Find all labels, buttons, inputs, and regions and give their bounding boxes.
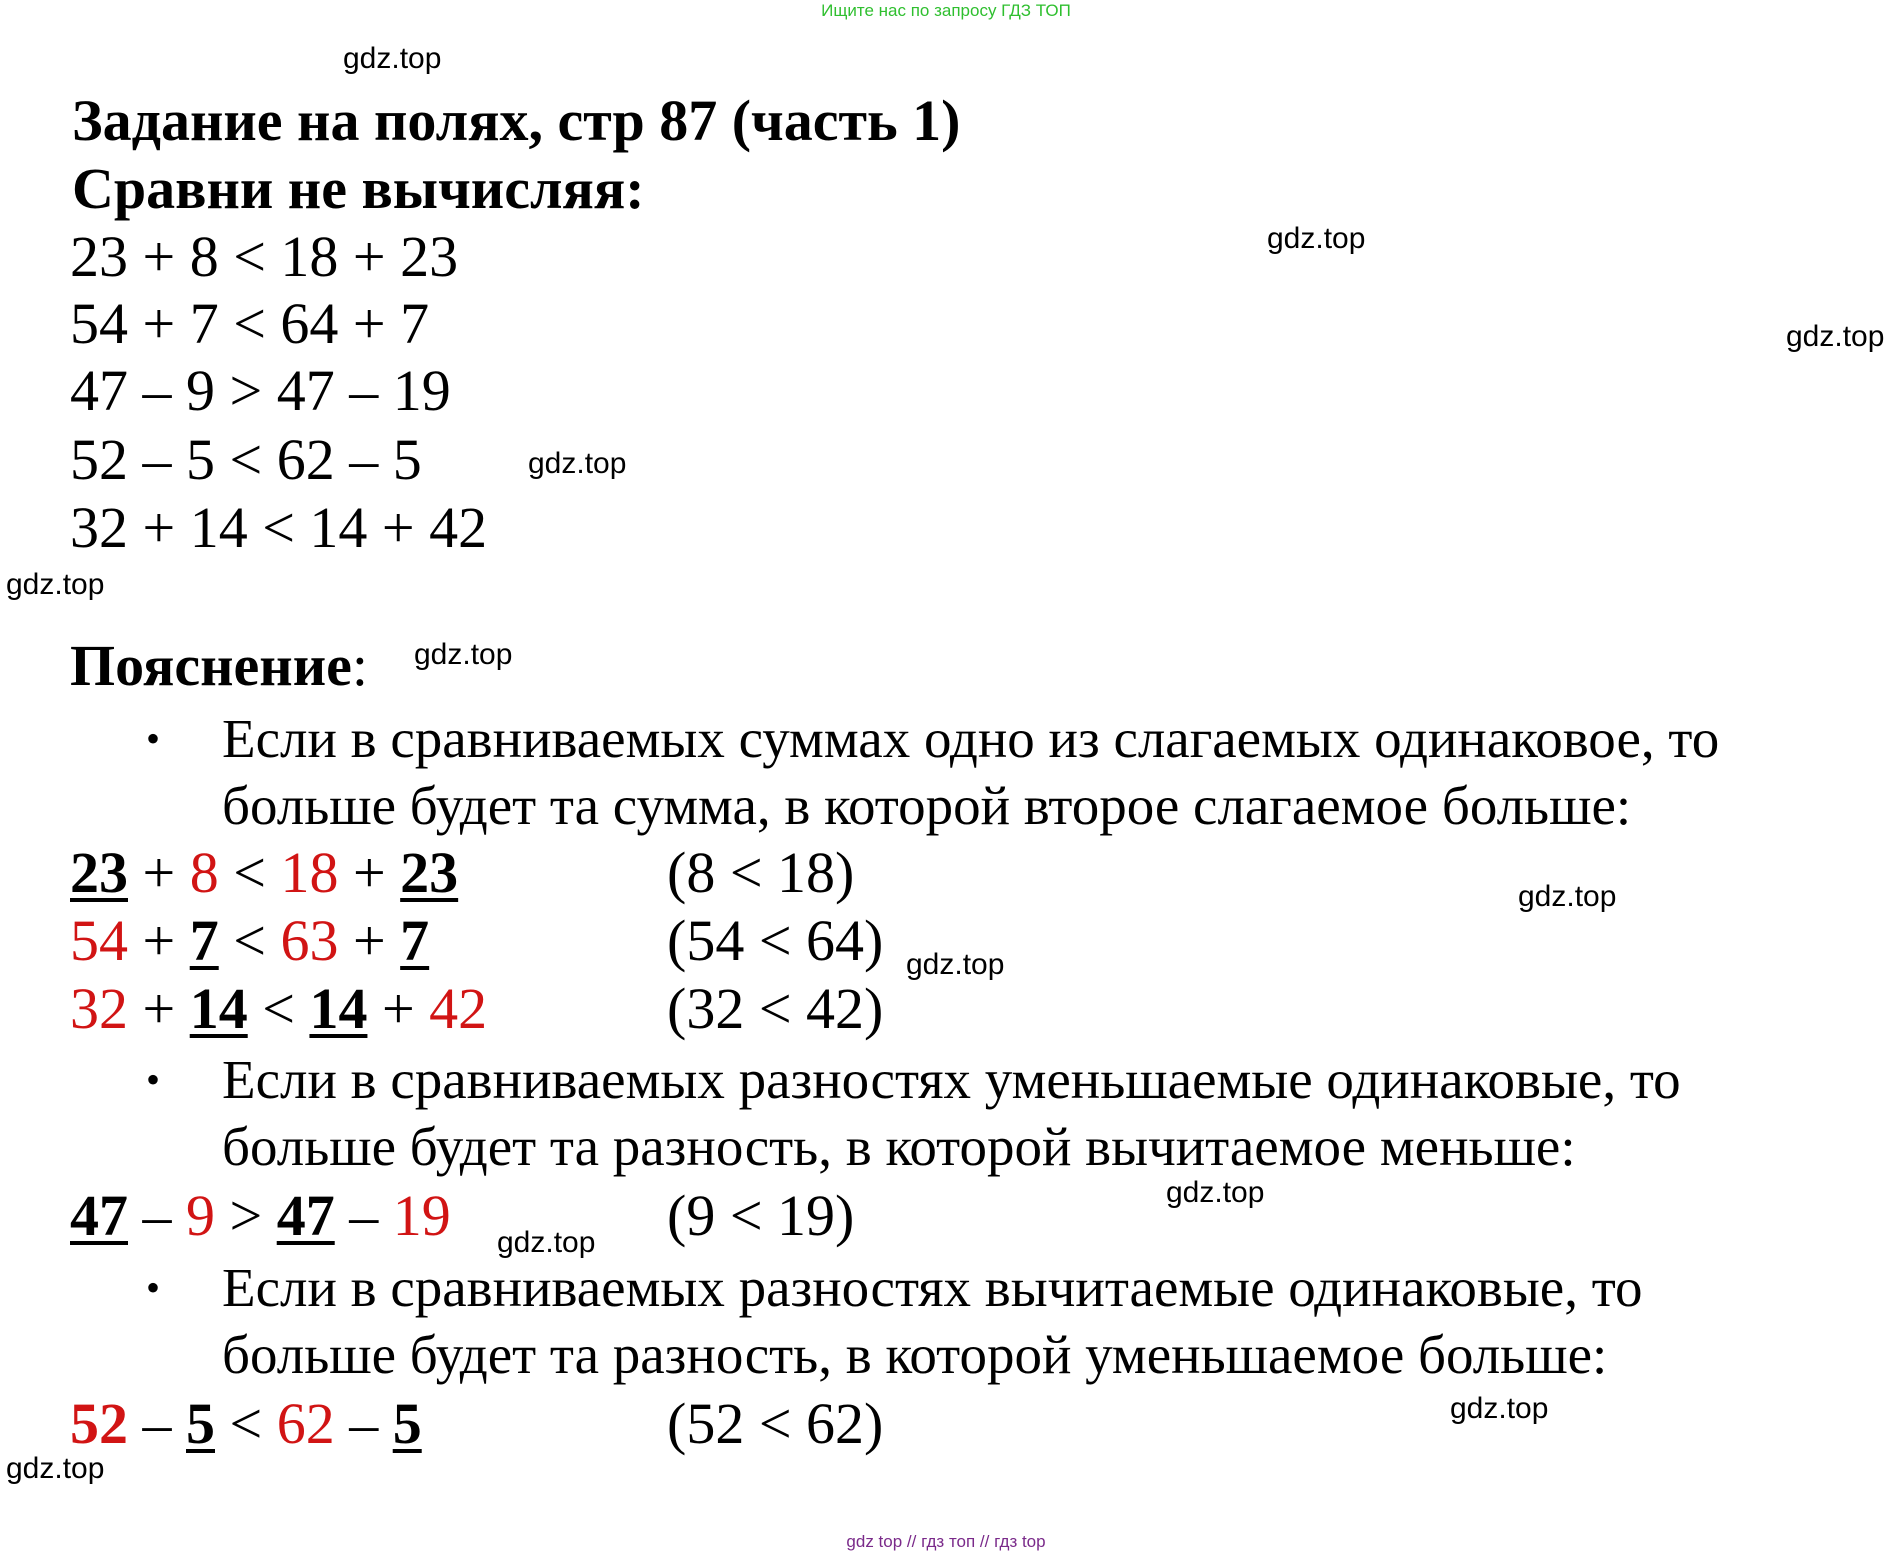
example-expression (70, 840, 458, 906)
task-subtitle: Сравни не вычисляя: (72, 156, 645, 221)
expr-term: 7 (189, 908, 219, 973)
explanation-colon: : (351, 633, 368, 698)
expr-term: 52 (70, 1391, 128, 1456)
rule-text: Если в сравниваемых разностях уменьшаемые одинаковые, то (222, 1049, 1681, 1110)
expr-op: – (334, 1183, 393, 1248)
expr-op: + (367, 976, 430, 1041)
example-note: (32 < 42) (667, 976, 884, 1041)
bullet-icon: • (146, 1057, 161, 1102)
expr-term: 9 (186, 1183, 215, 1248)
expr-op: < (247, 976, 310, 1041)
task-title: Задание на полях, стр 87 (часть 1) (72, 88, 961, 153)
expr-term: 18 (280, 840, 339, 905)
expr-op: – (128, 1183, 186, 1248)
example-expression (70, 976, 487, 1042)
bullet-icon: • (146, 716, 161, 761)
rule-text: больше будет та сумма, в которой второе слагаемое больше: (222, 775, 1632, 836)
example-note: (8 < 18) (667, 840, 855, 905)
expr-term: 7 (400, 908, 430, 973)
expr-op: < (215, 1391, 277, 1456)
expr-term: 23 (400, 840, 459, 905)
example-expression (70, 1183, 451, 1249)
watermark: gdz.top (497, 1226, 596, 1259)
example-expression (70, 908, 429, 974)
expr-op: – (334, 1391, 393, 1456)
expr-term: 5 (392, 1391, 422, 1456)
expr-term: 63 (280, 908, 339, 973)
bullet-icon: • (146, 1265, 161, 1310)
expr-term: 23 (70, 840, 128, 905)
watermark: gdz.top (528, 447, 627, 480)
watermark: gdz.top (6, 1452, 105, 1485)
watermark: gdz.top (343, 42, 442, 75)
expr-term: 14 (189, 976, 248, 1041)
answer-line: 47 – 9 > 47 – 19 (70, 358, 451, 423)
watermark: gdz.top (1267, 222, 1366, 255)
expr-term: 8 (189, 840, 219, 905)
watermark: gdz.top (1450, 1392, 1549, 1425)
expr-op: + (128, 908, 190, 973)
example-note: (9 < 19) (667, 1183, 855, 1248)
expr-term: 32 (70, 976, 128, 1041)
watermark: gdz.top (906, 948, 1005, 981)
example-note: (52 < 62) (667, 1391, 884, 1456)
expr-op: < (218, 908, 281, 973)
rule-text: больше будет та разность, в которой уменьшаемое больше: (222, 1324, 1608, 1385)
explanation-heading (70, 633, 368, 699)
answer-line: 32 + 14 < 14 + 42 (70, 495, 488, 560)
expr-op: + (128, 840, 190, 905)
watermark: gdz.top (1786, 320, 1885, 353)
expr-term: 54 (70, 908, 128, 973)
answer-line: 54 + 7 < 64 + 7 (70, 291, 430, 356)
expr-op: + (128, 976, 190, 1041)
answer-line: 52 – 5 < 62 – 5 (70, 427, 422, 492)
expr-op: + (338, 840, 401, 905)
expr-op: > (215, 1183, 277, 1248)
expr-term: 47 (70, 1183, 128, 1248)
expr-op: < (218, 840, 281, 905)
expr-term: 14 (309, 976, 368, 1041)
watermark: gdz.top (1166, 1176, 1265, 1209)
explanation-label: Пояснение (70, 633, 352, 698)
example-expression (70, 1391, 422, 1457)
expr-term: 62 (276, 1391, 335, 1456)
rule-text: Если в сравниваемых разностях вычитаемые одинаковые, то (222, 1257, 1643, 1318)
rule-text: больше будет та разность, в которой вычитаемое меньше: (222, 1116, 1576, 1177)
expr-term: 47 (276, 1183, 335, 1248)
expr-op: + (338, 908, 401, 973)
expr-op: – (128, 1391, 186, 1456)
answer-line: 23 + 8 < 18 + 23 (70, 224, 459, 289)
rule-text: Если в сравниваемых суммах одно из слагаемых одинаковое, то (222, 708, 1720, 769)
example-note: (54 < 64) (667, 908, 884, 973)
expr-term: 19 (392, 1183, 451, 1248)
expr-term: 5 (186, 1391, 215, 1456)
expr-term: 42 (429, 976, 488, 1041)
watermark: gdz.top (1518, 880, 1617, 913)
top-banner: Ищите нас по запросу ГДЗ ТОП (821, 1, 1071, 20)
watermark: gdz.top (6, 568, 105, 601)
bottom-banner: gdz top // гдз топ // гдз top (846, 1532, 1046, 1551)
watermark: gdz.top (414, 638, 513, 671)
